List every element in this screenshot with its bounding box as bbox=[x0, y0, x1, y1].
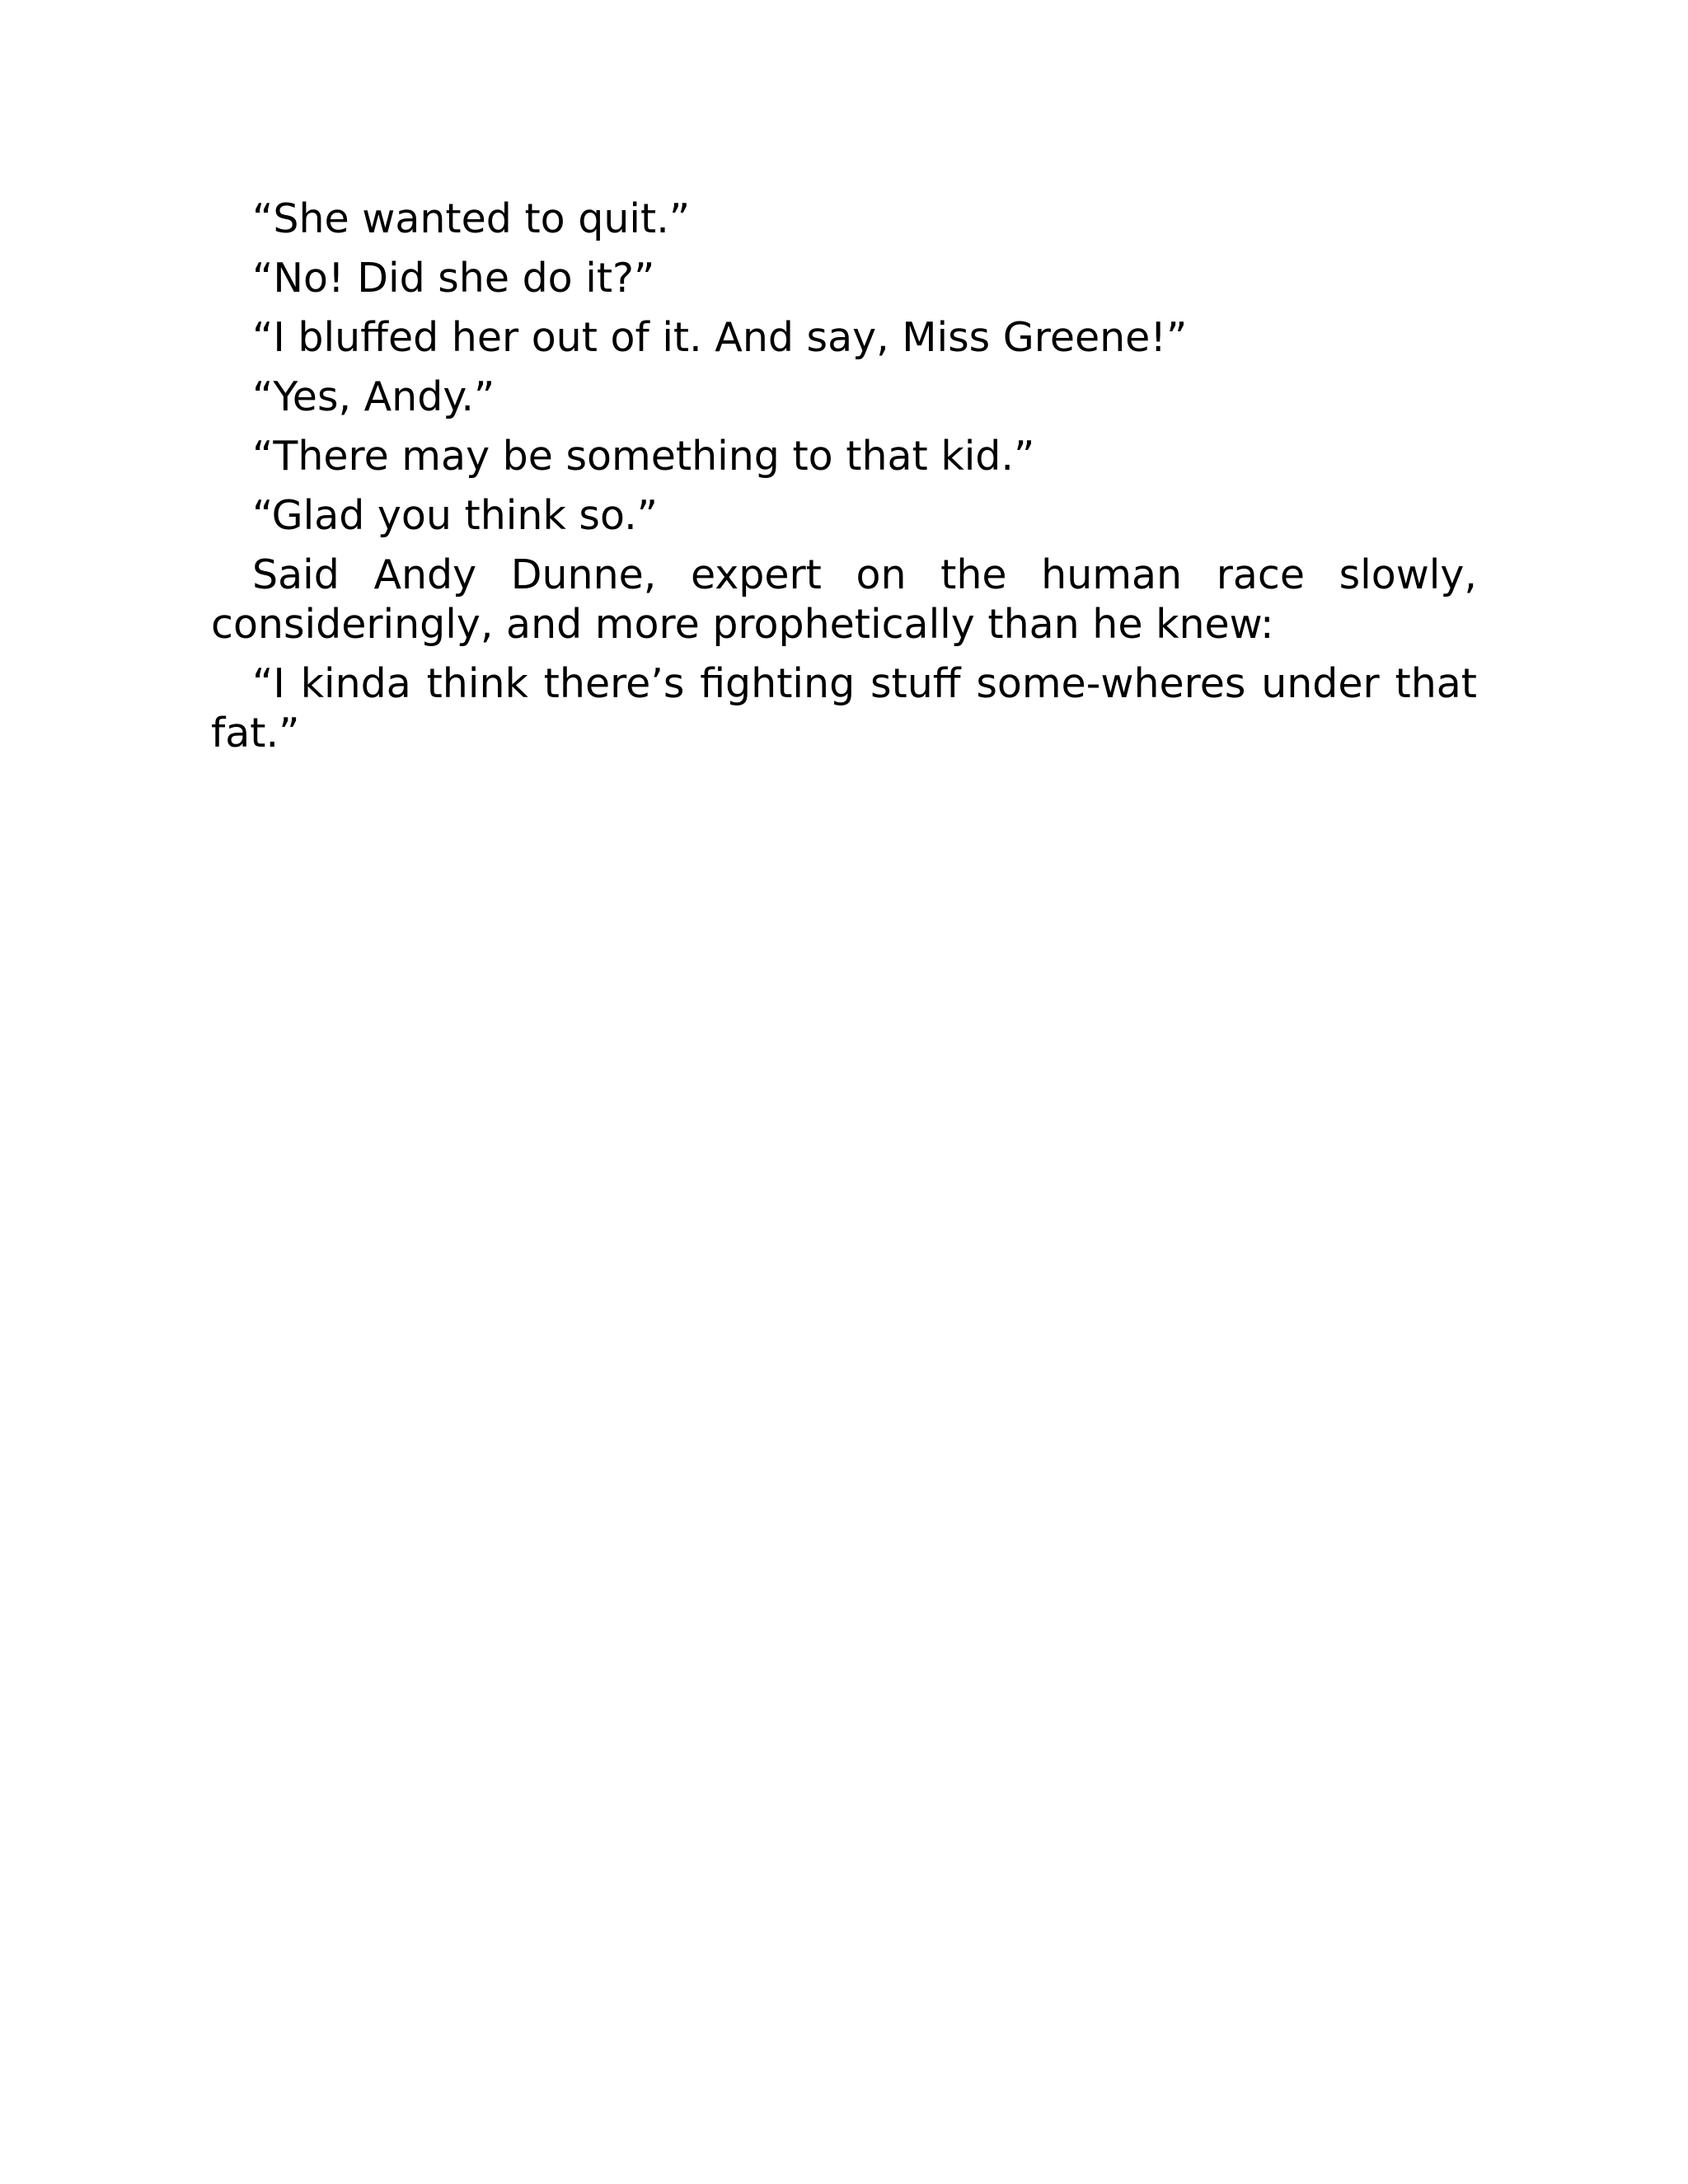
paragraph-7: Said Andy Dunne, expert on the human race slowly, consideringly, and more prophetically than he knew: bbox=[211, 551, 1477, 648]
paragraph-4: “Yes, Andy.” bbox=[252, 373, 495, 420]
paragraph-5: “There may be something to that kid.” bbox=[252, 433, 1035, 480]
paragraph-1: “She wanted to quit.” bbox=[252, 195, 691, 242]
paragraph-6: “Glad you think so.” bbox=[252, 492, 659, 539]
body-text bbox=[211, 194, 1477, 768]
paragraph-8: “I kinda think there’s fighting stuff some-wheres under that fat.” bbox=[211, 660, 1477, 757]
paragraph-2: “No! Did she do it?” bbox=[252, 255, 655, 302]
paragraph-3: “I bluffed her out of it. And say, Miss Greene!” bbox=[252, 314, 1188, 361]
